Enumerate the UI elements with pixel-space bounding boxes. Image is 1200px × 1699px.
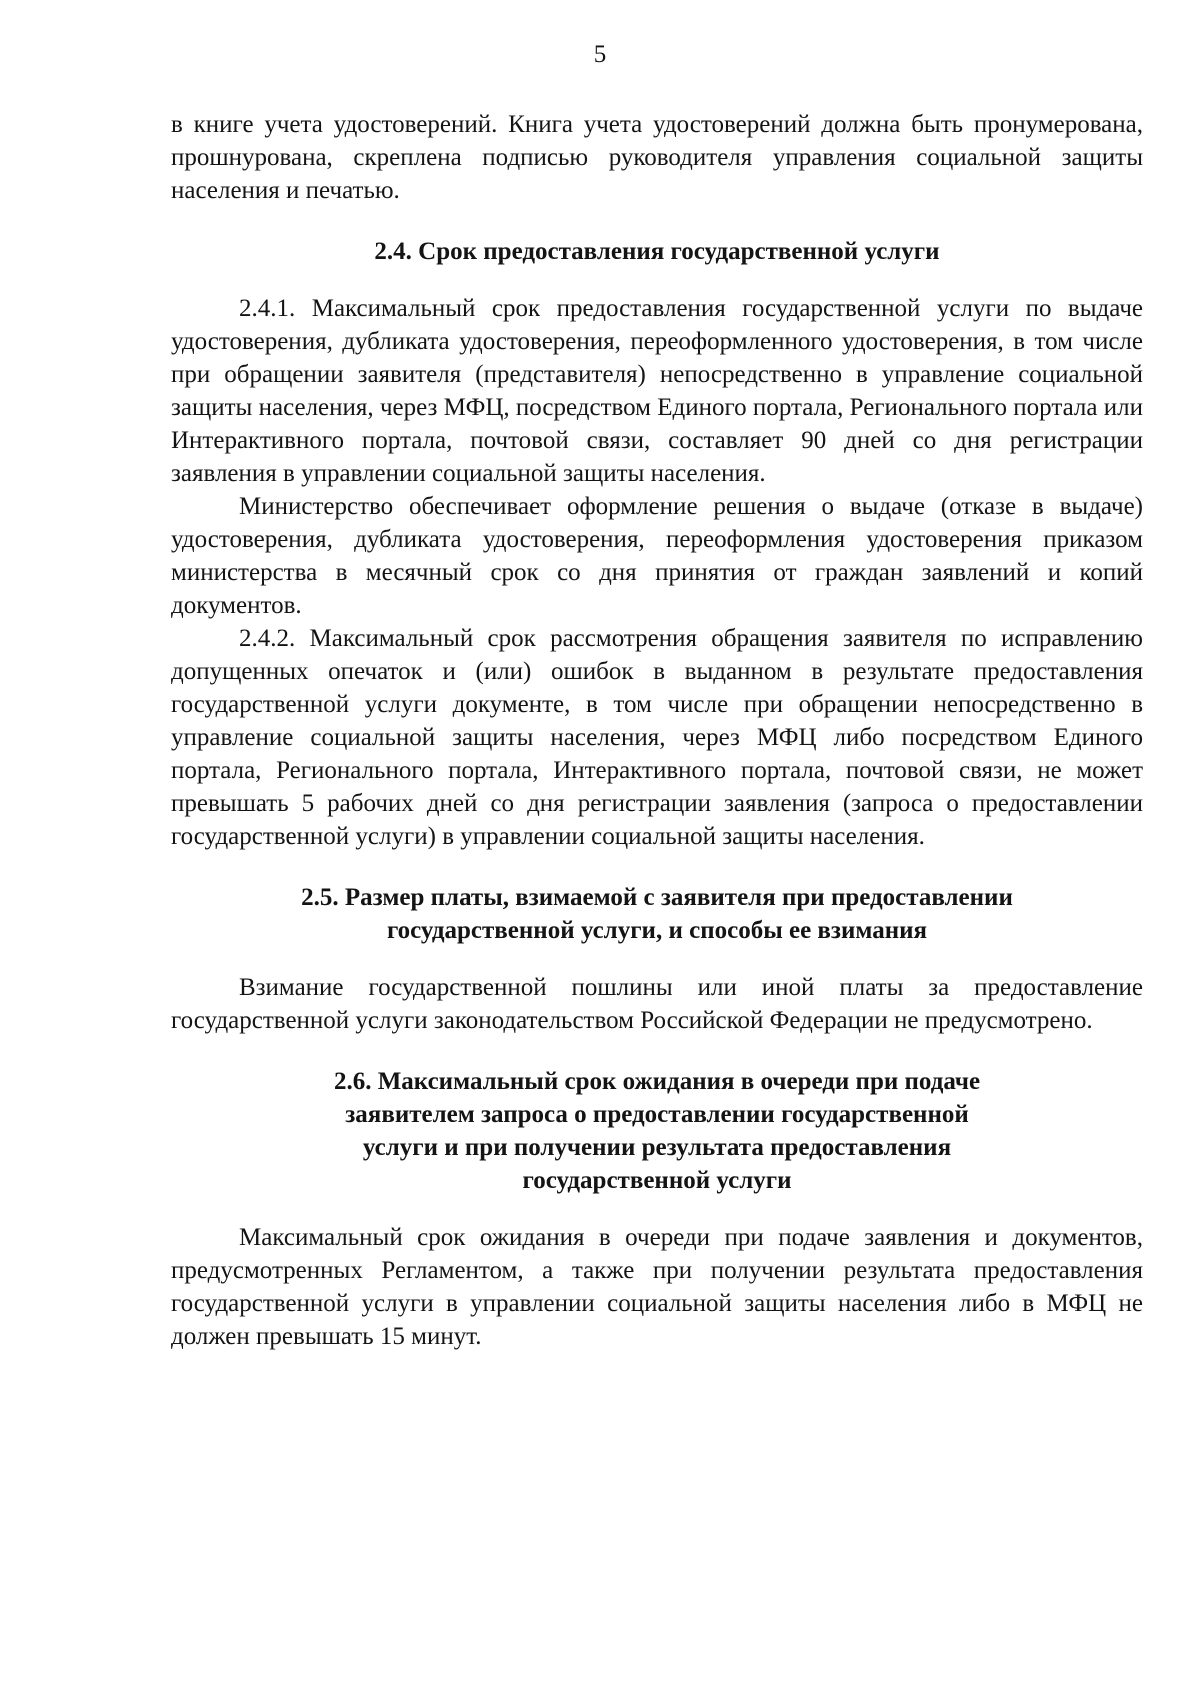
section-2-4-paragraph-3: 2.4.2. Максимальный срок рассмотрения обращения заявителя по исправлению допущенных опечаток и (или) ошибок в выданном в результате предоставления государственной услуги документе, в том числе при обращении непосредственно в управление социальной защиты населения, через МФЦ либо посредством Единого портала, Регионального портала, Интерактивного портала, почтовой связи, не может превышать 5 рабочих дней со дня регистрации заявления (запроса о предоставлении государственной услуги) в управлении социальной защиты населения. [171,625,1143,850]
page-content [171,108,1143,1353]
section-2-6-heading-line-2: заявителем запроса о предоставлении государственной [345,1101,969,1128]
section-2-6-heading [171,1065,1143,1197]
section-2-6-heading-line-4: государственной услуги [522,1167,792,1194]
section-2-6-heading-line-1: 2.6. Максимальный срок ожидания в очереди при подаче [333,1068,981,1095]
intro-paragraph: в книге учета удостоверений. Книга учета удостоверений должна быть пронумерована, прошнурована, скреплена подписью руководителя управления социальной защиты населения и печатью. [171,111,1143,204]
section-2-4-paragraph-2: Министерство обеспечивает оформление решения о выдаче (отказе в выдаче) удостоверения, дубликата удостоверения, переоформления удостоверения приказом министерства в месячный срок со дня принятия от граждан заявлений и копий документов. [171,493,1143,619]
section-2-6-paragraph-1: Максимальный срок ожидания в очереди при подаче заявления и документов, предусмотренных Регламентом, а также при получении результата предоставления государственной услуги в управлении социальной защиты населения либо в МФЦ не должен превышать 15 минут. [171,1224,1143,1350]
section-2-5-heading-line-1: 2.5. Размер платы, взимаемой с заявителя при предоставлении [301,884,1013,911]
section-2-4 [171,235,1143,853]
page-number: 5 [593,41,607,68]
section-2-6-heading-line-3: услуги и при получении результата предоставления [362,1134,952,1161]
section-2-5-paragraph-1: Взимание государственной пошлины или иной платы за предоставление государственной услуги законодательством Российской Федерации не предусмотрено. [171,974,1143,1034]
section-2-4-paragraph-1: 2.4.1. Максимальный срок предоставления государственной услуги по выдаче удостоверения, дубликата удостоверения, переоформленного удостоверения, в том числе при обращении заявителя (представителя) непосредственно в управление социальной защиты населения, через МФЦ, посредством Единого портала, Регионального портала или Интерактивного портала, почтовой связи, составляет 90 дней со дня регистрации заявления в управлении социальной защиты населения. [171,295,1143,487]
section-2-4-heading: 2.4. Срок предоставления государственной услуги [374,238,940,265]
section-2-6 [171,1065,1143,1353]
section-2-5 [171,881,1143,1037]
section-2-5-heading [171,881,1143,947]
section-2-5-heading-line-2: государственной услуги, и способы ее взимания [386,917,928,944]
